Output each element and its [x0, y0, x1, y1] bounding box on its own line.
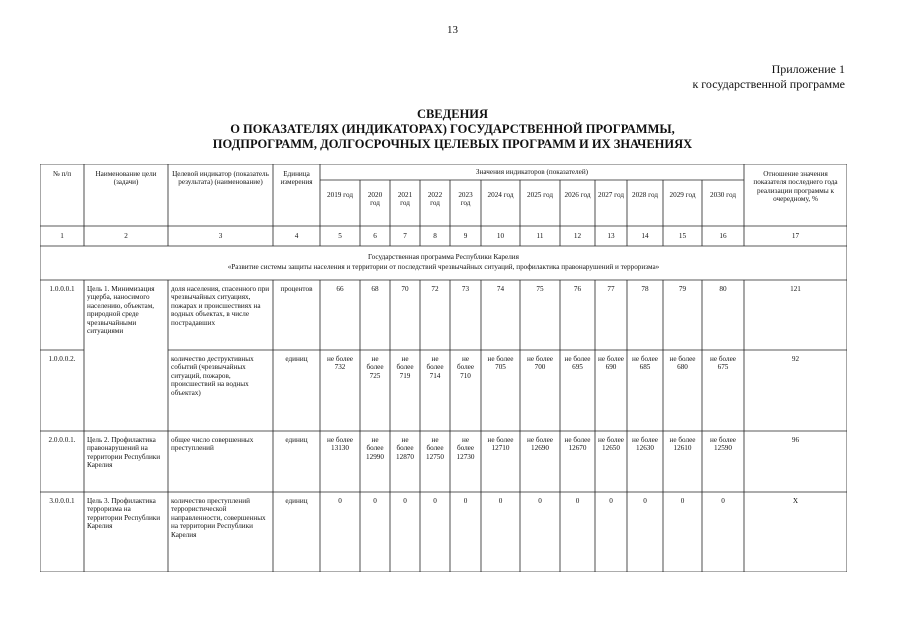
row-value: 0	[338, 497, 342, 505]
row-value: 0	[609, 497, 613, 505]
row-unit: единиц	[285, 355, 308, 363]
row-unit: единиц	[285, 497, 308, 505]
row-value: 76	[573, 285, 582, 293]
column-number: 2	[124, 232, 128, 240]
appendix-note	[692, 62, 845, 92]
document-title	[0, 107, 905, 152]
row-value: 79	[678, 285, 687, 293]
header-values-group: Значения индикаторов (показателей)	[475, 168, 589, 176]
row-value: не более 12670	[564, 436, 591, 453]
row-value: не более 13130	[327, 436, 353, 453]
row-indicator: количество деструктивных событий (чрезвычайных ситуаций, пожаров, происшествий на водных объектах)	[171, 355, 254, 397]
title-line-1: СВЕДЕНИЯ	[416, 107, 489, 121]
column-number: 14	[641, 232, 649, 240]
row-value: не более 700	[527, 355, 553, 372]
row-value: не более 685	[632, 355, 658, 372]
column-number: 13	[607, 232, 615, 240]
row-goal: Цель 3. Профилактика терроризма на территории Республики Карелия	[87, 497, 161, 531]
row-number: 2.0.0.0.1.	[48, 436, 76, 444]
program-subtitle: «Развитие системы защиты населения и территории от последствий чрезвычайных ситуаций, профилактика правонарушений и терроризма»	[227, 263, 660, 271]
row-value: 0	[575, 497, 580, 505]
row-value: 72	[431, 285, 439, 293]
column-number: 8	[433, 232, 437, 240]
row-value: не более 12750	[426, 436, 444, 461]
row-value: 74	[496, 285, 505, 293]
row-indicator: общее число совершенных преступлений	[171, 436, 254, 453]
row-value: 0	[433, 497, 437, 505]
row-value: 0	[538, 497, 542, 505]
row-value: 0	[643, 497, 647, 505]
row-value: 73	[461, 285, 470, 293]
row-number: 3.0.0.0.1	[49, 497, 75, 505]
row-value: 66	[336, 285, 344, 293]
title-line-2: О ПОКАЗАТЕЛЯХ (ИНДИКАТОРАХ) ГОСУДАРСТВЕННОЙ ПРОГРАММЫ,	[230, 122, 675, 136]
row-value: не более 12630	[632, 436, 658, 453]
column-number: 7	[403, 232, 407, 240]
header-year: 2030 год	[710, 191, 736, 199]
header-year: 2025 год	[527, 191, 553, 199]
header-year: 2023 год	[458, 191, 473, 208]
column-number: 11	[536, 232, 544, 240]
row-value: 70	[401, 285, 409, 293]
row-number: 1.0.0.0.2.	[48, 355, 76, 363]
header-year: 2022 год	[427, 191, 443, 208]
column-number: 6	[373, 232, 377, 240]
row-value: 0	[463, 497, 468, 505]
row-indicator: доля населения, спасенного при чрезвычайных ситуациях, пожарах и происшествиях на водных объектах, в числе пострадавших	[171, 285, 270, 327]
row-number: 1.0.0.0.1	[49, 285, 75, 293]
row-value: не более 12730	[456, 436, 475, 461]
row-value: не более 12690	[527, 436, 553, 453]
column-number: 15	[678, 232, 687, 240]
header-year: 2021 год	[397, 191, 413, 208]
row-value: не более 675	[710, 355, 736, 372]
appendix-line-1: Приложение 1	[771, 62, 845, 76]
row-unit: единиц	[285, 436, 308, 444]
row-value: не более 725	[366, 355, 384, 380]
row-value: не более 680	[669, 355, 696, 372]
column-number: 4	[294, 232, 299, 240]
row-value: 0	[403, 497, 407, 505]
row-ratio: 92	[791, 355, 800, 363]
header-year: 2026 год	[564, 191, 591, 199]
header-year: 2028 год	[632, 191, 658, 199]
column-number: 10	[496, 232, 505, 240]
row-goal: Цель 1. Минимизация ущерба, наносимого населению, объектам, природной среде чрезвычайными ситуациями	[87, 285, 155, 336]
row-value: не более 710	[456, 355, 475, 380]
row-value: не более 690	[598, 355, 624, 372]
row-value: 80	[719, 285, 727, 293]
row-ratio: 96	[791, 436, 800, 444]
row-value: 0	[721, 497, 725, 505]
row-indicator: количество преступлений террористической направленности, совершенных на территории Республики Карелия	[171, 497, 266, 539]
row-value: 0	[680, 497, 685, 505]
row-value: 0	[498, 497, 503, 505]
column-number: 5	[338, 232, 342, 240]
header-year: 2020 год	[367, 191, 383, 208]
program-title: Государственная программа Республики Карелия	[368, 253, 519, 261]
row-goal: Цель 2. Профилактика правонарушений на территории Республики Карелия	[87, 436, 161, 470]
appendix-line-2: к государственной программе	[692, 77, 845, 91]
row-value: не более 732	[327, 355, 353, 372]
row-value: не более 12870	[396, 436, 414, 461]
column-number: 16	[719, 232, 727, 240]
row-value: не более 705	[487, 355, 514, 372]
column-number: 12	[573, 232, 582, 240]
title-line-3: ПОДПРОГРАММ, ДОЛГОСРОЧНЫХ ЦЕЛЕВЫХ ПРОГРАММ И ИХ ЗНАЧЕНИЯХ	[212, 137, 693, 151]
row-value: не более 12990	[366, 436, 384, 461]
row-ratio: X	[792, 497, 799, 505]
header-indicator: Целевой индикатор (показатель результата) (наименование)	[172, 170, 269, 187]
row-value: не более 695	[564, 355, 591, 372]
row-value: 78	[641, 285, 649, 293]
header-year: 2027 год	[598, 191, 624, 199]
header-year: 2019 год	[327, 191, 353, 199]
row-value: не более 719	[396, 355, 414, 380]
row-value: не более 12590	[710, 436, 736, 453]
row-ratio: 121	[790, 285, 801, 293]
row-unit: процентов	[280, 285, 313, 293]
header-unit: Единица измерения	[280, 170, 313, 187]
row-value: 75	[536, 285, 544, 293]
row-value: не более 12650	[598, 436, 624, 453]
page-number: 13	[447, 24, 458, 36]
header-year: 2029 год	[669, 191, 696, 199]
row-value: 0	[373, 497, 377, 505]
column-number: 17	[791, 232, 800, 240]
header-num: № п/п	[52, 170, 72, 178]
row-value: 77	[607, 285, 615, 293]
header-year: 2024 год	[487, 191, 514, 199]
indicators-table	[40, 164, 847, 572]
column-number: 3	[218, 232, 223, 240]
row-value: не более 12610	[669, 436, 696, 453]
header-goal: Наименование цели (задачи)	[95, 170, 157, 187]
column-number: 1	[60, 232, 64, 240]
row-value: 68	[371, 285, 379, 293]
column-number: 9	[463, 232, 468, 240]
row-value: не более 12710	[487, 436, 514, 453]
row-value: не более 714	[426, 355, 444, 380]
header-ratio: Отношение значения показателя последнего года реализации программы к очередному, %	[753, 170, 838, 204]
